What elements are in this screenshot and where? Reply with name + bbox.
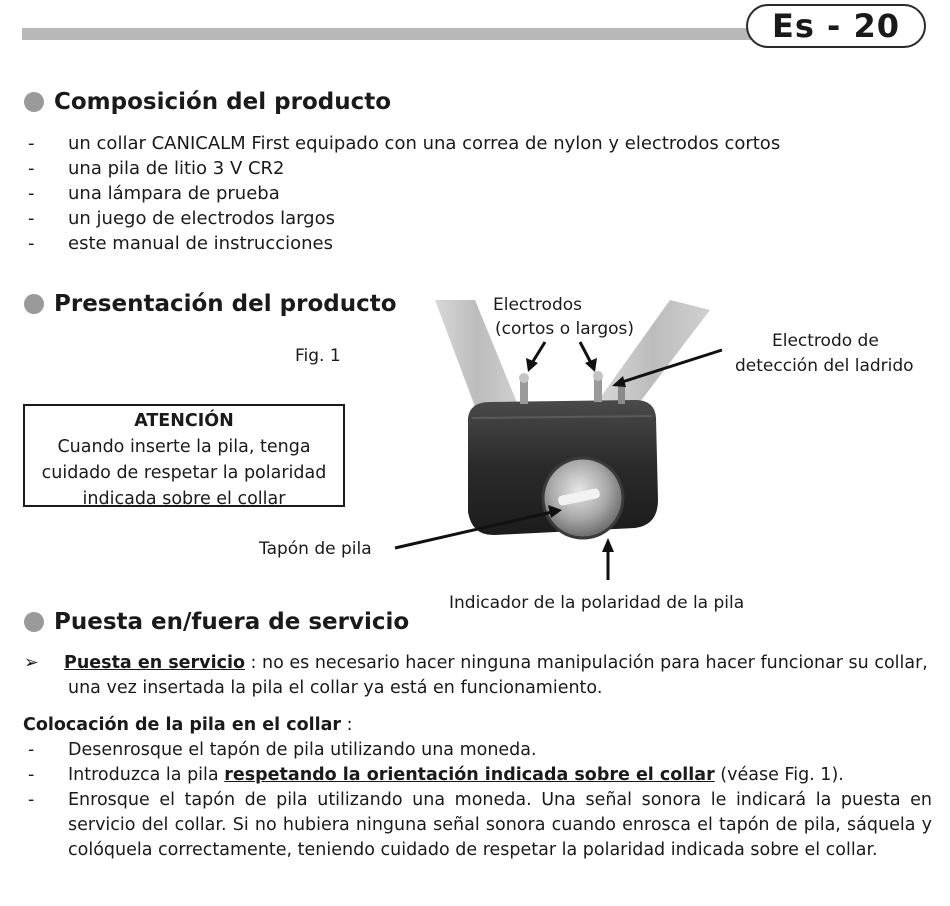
section-bullet-icon [24,294,44,314]
arrow-item-continuation: una vez insertada la pila el collar ya está en funcionamiento. [68,678,603,698]
list-item: - Desenrosque el tapón de pila utilizando una moneda. [28,740,537,760]
callout-bark: Electrodo de [772,331,879,351]
subheading-suffix: : [341,715,353,735]
subheading-label: Colocación de la pila en el collar [23,715,342,735]
section-heading-presentation [24,291,397,317]
list-item: - un collar CANICALM First equipado con una correa de nylon y electrodos cortos [28,133,781,154]
warning-line: cuidado de respetar la polaridad [41,463,327,483]
section-title: Puesta en/fuera de servicio [54,609,410,635]
list-item: - una pila de litio 3 V CR2 [28,158,285,179]
section-bullet-icon [24,92,44,112]
battery-subheading [23,713,353,738]
arrow-item-label: Puesta en servicio [64,653,245,673]
list-item: - una lámpara de prueba [28,183,280,204]
section-heading-composition [24,89,391,115]
section-heading-service [24,609,409,635]
arrow-item [24,651,934,701]
battery-cap-arrow [390,490,580,560]
page-number-badge: Es - 20 [746,4,926,48]
warning-title: ATENCIÓN [134,411,234,431]
composition-list [22,131,780,256]
emphasis-text: respetando la orientación indicada sobre el collar [224,765,715,785]
list-item: - un juego de electrodos largos [28,208,335,229]
callout-battery-cap: Tapón de pila [259,539,372,559]
callout-bark-sub: detección del ladrido [735,356,914,376]
figure-label: Fig. 1 [295,346,341,366]
callout-electrodes-sub: (cortos o largos) [495,319,635,339]
section-title: Composición del producto [54,89,392,115]
bark-electrode [618,386,625,404]
warning-box [23,404,345,507]
battery-steps [22,738,932,863]
section-title: Presentación del producto [54,291,397,317]
header-rule [22,28,767,40]
list-item: - Introduzca la pila respetando la orientación indicada sobre el collar (véase Fig. 1). [28,765,844,785]
section-bullet-icon [24,612,44,632]
callout-polarity: Indicador de la polaridad de la pila [449,593,745,613]
arrow-bullet-icon: ➢ [24,653,39,673]
callout-electrodes: Electrodos [493,295,583,315]
warning-line: indicada sobre el collar [82,489,286,509]
arrow-item-text: : no es necesario hacer ninguna manipulación para hacer funcionar su collar, [244,653,928,673]
warning-line: Cuando inserte la pila, tenga [57,437,311,457]
list-item: - Enrosque el tapón de pila utilizando una moneda. Una señal sonora le indicará la puesta en servicio del collar. Si no hubiera ninguna señal sonora cuando enrosca el tapón de pila, sáquela y colóquela correctamente, teniendo cuidado de respetar la polaridad indicada sobre el collar. [28,790,932,860]
list-item: - este manual de instrucciones [28,233,333,254]
